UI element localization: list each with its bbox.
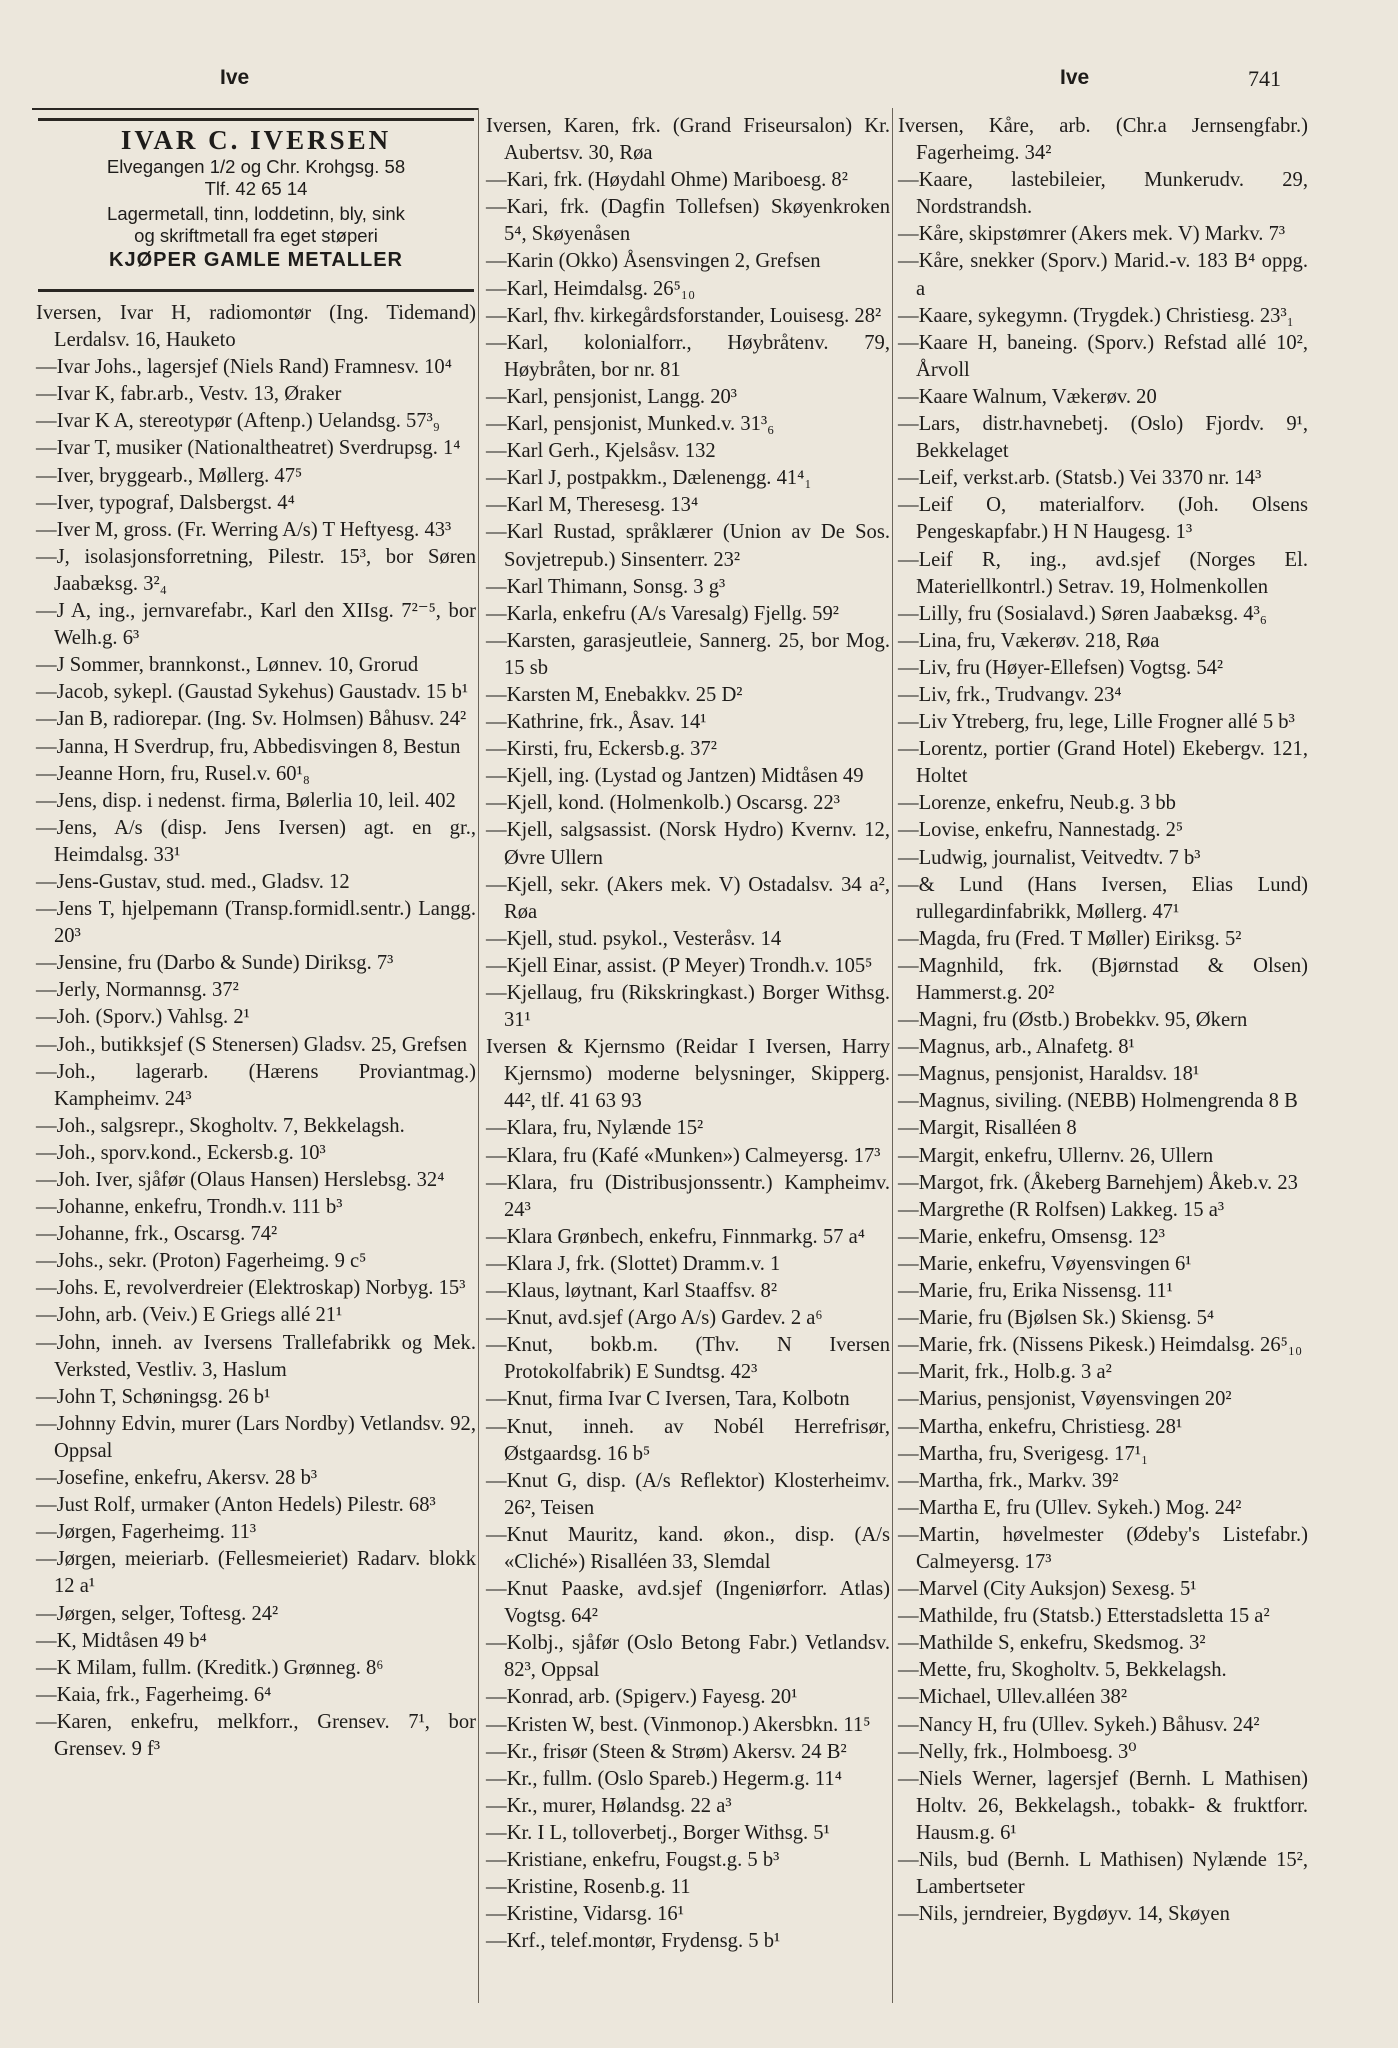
directory-entry: —Nelly, frk., Holmboesg. 3⁰ <box>898 1740 1137 1763</box>
directory-entry: —Marie, fru (Bjølsen Sk.) Skiensg. 5⁴ <box>898 1307 1215 1330</box>
directory-entry: —Karin (Okko) Åsensvingen 2, Grefsen <box>486 250 821 273</box>
directory-entry: —Kr., frisør (Steen & Strøm) Akersv. 24 B² <box>486 1740 847 1763</box>
directory-entry: —Klara, fru (Kafé «Munken») Calmeyersg. 17³ <box>486 1144 881 1167</box>
directory-entry: —Knut Mauritz, kand. økon., disp. (A/s «Cliché») Risalléen 33, Slemdal <box>486 1523 890 1573</box>
directory-entry: —Kristine, Rosenb.g. 11 <box>486 1876 691 1899</box>
directory-entry: —Martha, fru, Sverigesg. 17¹₁ <box>898 1442 1149 1465</box>
directory-entry: —Kjell, salgsassist. (Norsk Hydro) Kvernv. 12, Øvre Ullern <box>486 819 890 869</box>
directory-entry: —Karl, kolonialforr., Høybråtenv. 79, Høybråten, bor nr. 81 <box>486 331 890 381</box>
advertisement-box <box>38 118 474 292</box>
advert-title: IVAR C. IVERSEN <box>120 125 392 155</box>
directory-entry: —Marit, frk., Holb.g. 3 a² <box>898 1361 1112 1384</box>
directory-entry: —Jensine, fru (Darbo & Sunde) Diriksg. 7³ <box>36 952 394 975</box>
directory-entry: —Kaare, sykegymn. (Trygdek.) Christiesg. 23³₁ <box>898 304 1294 327</box>
directory-entry: Iversen & Kjernsmo (Reidar I Iversen, Harry Kjernsmo) moderne belysninger, Skipperg. 44², tlf. 41 63 93 <box>486 1036 890 1113</box>
advert-products-1: Lagermetall, tinn, loddetinn, bly, sink <box>107 203 405 224</box>
directory-entry: —Johs. E, revolverdreier (Elektroskap) Norbyg. 15³ <box>36 1277 466 1300</box>
directory-entry: —Joh., salgsrepr., Skogholtv. 7, Bekkelagsh. <box>36 1114 405 1137</box>
page-number: 741 <box>1248 66 1281 91</box>
directory-entry: —Marvel (City Auksjon) Sexesg. 5¹ <box>898 1578 1197 1601</box>
directory-entry: —Jeanne Horn, fru, Rusel.v. 60¹₈ <box>36 762 310 785</box>
directory-entry: —Nancy H, fru (Ullev. Sykeh.) Båhusv. 24² <box>898 1713 1260 1736</box>
directory-entry: —Martin, høvelmester (Ødeby's Listefabr.) Calmeyersg. 17³ <box>898 1523 1308 1573</box>
directory-entry: —Josefine, enkefru, Akersv. 28 b³ <box>36 1467 318 1490</box>
directory-entry: —Joh., sporv.kond., Eckersb.g. 10³ <box>36 1141 326 1164</box>
directory-entry: —Jens, A/s (disp. Jens Iversen) agt. en gr., Heimdalsg. 33¹ <box>36 816 476 866</box>
directory-entry: —Karla, enkefru (A/s Varesalg) Fjellg. 59² <box>486 602 839 625</box>
directory-entry: —Lina, fru, Vækerøv. 218, Røa <box>898 629 1160 652</box>
column-divider-1 <box>478 108 479 2003</box>
directory-entry: —Ludwig, journalist, Veitvedtv. 7 b³ <box>898 846 1201 869</box>
directory-entry: —Kjell, ing. (Lystad og Jantzen) Midtåsen 49 <box>486 765 864 788</box>
directory-entry: —John T, Schøningsg. 26 b¹ <box>36 1385 271 1408</box>
advert-slogan: KJØPER GAMLE METALLER <box>109 249 403 271</box>
directory-entry: —Jens-Gustav, stud. med., Gladsv. 12 <box>36 870 350 893</box>
directory-entry: —Konrad, arb. (Spigerv.) Fayesg. 20¹ <box>486 1686 798 1709</box>
directory-entry: —Liv Ytreberg, fru, lege, Lille Frogner allé 5 b³ <box>898 711 1295 734</box>
directory-entry: —Magnhild, frk. (Bjørnstad & Olsen) Hammerst.g. 20² <box>898 954 1308 1004</box>
directory-entry: —Just Rolf, urmaker (Anton Hedels) Pilestr. 68³ <box>36 1494 436 1517</box>
directory-entry: —Kr., murer, Hølandsg. 22 a³ <box>486 1794 732 1817</box>
directory-entry: —Klara J, frk. (Slottet) Dramm.v. 1 <box>486 1252 781 1275</box>
directory-entry: Iversen, Kåre, arb. (Chr.a Jernsengfabr.) Fagerheimg. 34² <box>898 115 1308 165</box>
directory-entry: —Kr. I L, tolloverbetj., Borger Withsg. 5¹ <box>486 1821 830 1844</box>
directory-entry: —Iver, bryggearb., Møllerg. 47⁵ <box>36 464 303 487</box>
directory-entry: —Joh., lagerarb. (Hærens Proviantmag.) Kampheimv. 24³ <box>36 1060 476 1110</box>
directory-entry: —Margrethe (R Rolfsen) Lakkeg. 15 a³ <box>898 1198 1225 1221</box>
directory-entry: —Karen, enkefru, melkforr., Grensev. 7¹, bor Grensev. 9 f³ <box>36 1710 476 1760</box>
directory-entry: —Nils, bud (Bernh. L Mathisen) Nylænde 15², Lambertseter <box>898 1849 1308 1899</box>
directory-entry: —Nils, jerndreier, Bygdøyv. 14, Skøyen <box>898 1903 1230 1926</box>
directory-entry: —Karl J, postpakkm., Dælenengg. 41⁴₁ <box>486 467 812 490</box>
directory-entry: —Marie, enkefru, Omsensg. 12³ <box>898 1225 1165 1248</box>
directory-entry: —John, arb. (Veiv.) E Griegs allé 21¹ <box>36 1304 343 1327</box>
directory-entry: —Johs., sekr. (Proton) Fagerheimg. 9 c⁵ <box>36 1250 367 1273</box>
directory-entry: —Krf., telef.montør, Frydensg. 5 b¹ <box>486 1930 781 1953</box>
directory-entry: —Kaare H, baneing. (Sporv.) Refstad allé 10², Årvoll <box>898 331 1308 381</box>
directory-entry: —Klara, fru (Distribusjonssentr.) Kampheimv. 24³ <box>486 1171 890 1221</box>
directory-entry: —Jacob, sykepl. (Gaustad Sykehus) Gaustadv. 15 b¹ <box>36 681 469 704</box>
directory-entry: —Leif O, materialforv. (Joh. Olsens Pengeskapfabr.) H N Haugesg. 1³ <box>898 494 1308 544</box>
column-3 <box>898 113 1308 1928</box>
directory-entry: —Kåre, skipstømrer (Akers mek. V) Markv. 7³ <box>898 223 1286 246</box>
directory-entry: —Kristiane, enkefru, Fougst.g. 5 b³ <box>486 1849 780 1871</box>
directory-entry: —Kjellaug, fru (Rikskringkast.) Borger Withsg. 31¹ <box>486 982 890 1032</box>
directory-entry: —Karsten M, Enebakkv. 25 D² <box>486 683 743 706</box>
directory-entry: —Jørgen, selger, Toftesg. 24² <box>36 1602 279 1625</box>
directory-entry: —Margot, frk. (Åkeberg Barnehjem) Åkeb.v. 23 <box>898 1171 1298 1194</box>
directory-entry: —Jens T, hjelpemann (Transp.formidl.sentr.) Langg. 20³ <box>36 898 476 948</box>
directory-entry: —Marius, pensjonist, Vøyensvingen 20² <box>898 1388 1232 1411</box>
directory-entry: —Lorentz, portier (Grand Hotel) Ekebergv. 121, Holtet <box>898 738 1308 788</box>
directory-entry: —Klaus, løytnant, Karl Staaffsv. 8² <box>486 1280 778 1303</box>
running-head-left: Ive <box>220 66 250 89</box>
directory-entry: —Kirsti, fru, Eckersb.g. 37² <box>486 738 717 761</box>
directory-entry: —Jørgen, meieriarb. (Fellesmeieriet) Radarv. blokk 12 a¹ <box>36 1548 476 1598</box>
running-head-right: Ive <box>1060 66 1090 89</box>
directory-entry: —Liv, frk., Trudvangv. 23⁴ <box>898 683 1122 706</box>
directory-entry: —Kari, frk. (Dagfin Tollefsen) Skøyenkroken 5⁴, Skøyenåsen <box>486 196 890 246</box>
directory-entry: —Marie, enkefru, Vøyensvingen 6¹ <box>898 1252 1192 1275</box>
directory-entry: —Janna, H Sverdrup, fru, Abbedisvingen 8, Bestun <box>36 735 461 758</box>
directory-entry: —Klara Grønbech, enkefru, Finnmarkg. 57 a⁴ <box>486 1225 865 1248</box>
directory-entry: —Magni, fru (Østb.) Brobekkv. 95, Økern <box>898 1009 1248 1032</box>
directory-entry: —Mathilde S, enkefru, Skedsmog. 3² <box>898 1632 1206 1655</box>
column-2 <box>486 113 890 1955</box>
directory-entry: —Knut Paaske, avd.sjef (Ingeniørforr. Atlas) Vogtsg. 64² <box>486 1578 890 1628</box>
directory-entry: —Knut, inneh. av Nobél Herrefrisør, Østgaardsg. 16 b⁵ <box>486 1415 890 1465</box>
directory-entry: —John, inneh. av Iversens Trallefabrikk og Mek. Verksted, Vestliv. 3, Haslum <box>36 1331 476 1381</box>
directory-entry: —Karl, pensjonist, Munked.v. 31³₆ <box>486 413 775 436</box>
directory-entry: —Knut G, disp. (A/s Reflektor) Klosterheimv. 26², Teisen <box>486 1469 890 1519</box>
directory-entry: —Ivar K, fabr.arb., Vestv. 13, Øraker <box>36 383 342 406</box>
directory-entry: —Martha E, fru (Ullev. Sykeh.) Mog. 24² <box>898 1496 1242 1519</box>
directory-entry: —Kjell, kond. (Holmenkolb.) Oscarsg. 22³ <box>486 792 840 815</box>
directory-entry: —Mette, fru, Skogholtv. 5, Bekkelagsh. <box>898 1659 1227 1682</box>
advert-address: Elvegangen 1/2 og Chr. Krohgsg. 58 <box>106 156 406 177</box>
directory-entry: —Johnny Edvin, murer (Lars Nordby) Vetlandsv. 92, Oppsal <box>36 1412 476 1462</box>
directory-entry: —Kristine, Vidarsg. 16¹ <box>486 1903 684 1926</box>
directory-entry: —Jørgen, Fagerheimg. 11³ <box>36 1521 257 1544</box>
directory-entry: —Iver M, gross. (Fr. Werring A/s) T Heftyesg. 43³ <box>36 518 452 541</box>
directory-entry: —Kr., fullm. (Oslo Spareb.) Hegerm.g. 11⁴ <box>486 1767 842 1790</box>
directory-entry: —Marie, fru, Erika Nissensg. 11¹ <box>898 1280 1173 1303</box>
directory-entry: —Karl, pensjonist, Langg. 20³ <box>486 385 737 408</box>
directory-entry: —Lorenze, enkefru, Neub.g. 3 bb <box>898 792 1176 815</box>
directory-entry: —Kjell, sekr. (Akers mek. V) Ostadalsv. 34 a², Røa <box>486 873 890 923</box>
directory-entry: —Knut, firma Ivar C Iversen, Tara, Kolbotn <box>486 1388 850 1411</box>
directory-entry: —Magda, fru (Fred. T Møller) Eiriksg. 5² <box>898 927 1242 950</box>
directory-entry: —Magnus, pensjonist, Haraldsv. 18¹ <box>898 1063 1200 1086</box>
column-divider-2 <box>892 108 893 2003</box>
directory-entry: —Kåre, snekker (Sporv.) Marid.-v. 183 B⁴ oppg. a <box>898 250 1308 300</box>
directory-entry: —J A, ing., jernvarefabr., Karl den XIIsg. 7²⁻⁵, bor Welh.g. 6³ <box>36 600 476 650</box>
directory-entry: —Magnus, arb., Alnafetg. 8¹ <box>898 1036 1135 1059</box>
directory-entry: —Kari, frk. (Høydahl Ohme) Mariboesg. 8² <box>486 169 848 192</box>
directory-entry: —Karl Rustad, språklærer (Union av De Sos. Sovjetrepub.) Sinsenterr. 23² <box>486 521 890 571</box>
directory-entry: —Liv, fru (Høyer-Ellefsen) Vogtsg. 54² <box>898 656 1224 679</box>
directory-entry: —Lilly, fru (Sosialavd.) Søren Jaabæksg. 4³₆ <box>898 602 1267 625</box>
directory-entry: —J Sommer, brannkonst., Lønnev. 10, Grorud <box>36 654 419 677</box>
directory-entry: —Lars, distr.havnebetj. (Oslo) Fjordv. 9¹, Bekkelaget <box>898 413 1308 463</box>
directory-entry: —Kjell, stud. psykol., Vesteråsv. 14 <box>486 927 782 950</box>
directory-entry: —Knut, bokb.m. (Thv. N Iversen Protokolfabrik) E Sundtsg. 42³ <box>486 1334 890 1384</box>
directory-entry: —Karl Gerh., Kjelsåsv. 132 <box>486 440 716 463</box>
directory-entry: —& Lund (Hans Iversen, Elias Lund) rullegardinfabrikk, Møllerg. 47¹ <box>898 873 1308 923</box>
directory-entry: —Kaia, frk., Fagerheimg. 6⁴ <box>36 1683 272 1706</box>
directory-entry: —Joh., butikksjef (S Stenersen) Gladsv. 25, Grefsen <box>36 1033 468 1056</box>
directory-entry: —Jan B, radiorepar. (Ing. Sv. Holmsen) Båhusv. 24² <box>36 708 467 731</box>
directory-entry: —Margit, enkefru, Ullernv. 26, Ullern <box>898 1144 1214 1167</box>
directory-entry: Iversen, Karen, frk. (Grand Friseursalon) Kr. Aubertsv. 30, Røa <box>486 115 890 165</box>
directory-entry: —J, isolasjonsforretning, Pilestr. 15³, bor Søren Jaabæksg. 3²₄ <box>36 545 476 595</box>
directory-entry: Iversen, Ivar H, radiomontør (Ing. Tidemand) Lerdalsv. 16, Hauketo <box>36 302 476 352</box>
directory-entry: —Johanne, frk., Oscarsg. 74² <box>36 1223 278 1246</box>
directory-entry: —Kolbj., sjåfør (Oslo Betong Fabr.) Vetlandsv. 82³, Oppsal <box>486 1632 890 1682</box>
directory-entry: —Leif, verkst.arb. (Statsb.) Vei 3370 nr. 14³ <box>898 467 1262 490</box>
directory-entry: —Mathilde, fru (Statsb.) Etterstadsletta 15 a² <box>898 1605 1270 1628</box>
directory-entry: —Kristen W, best. (Vinmonop.) Akersbkn. 11⁵ <box>486 1713 871 1736</box>
directory-entry: —Karl Thimann, Sonsg. 3 g³ <box>486 575 726 598</box>
directory-entry: —Ivar T, musiker (Nationaltheatret) Sverdrupsg. 1⁴ <box>36 437 461 460</box>
directory-entry: —Kathrine, frk., Åsav. 14¹ <box>486 711 707 734</box>
directory-entry: —Magnus, siviling. (NEBB) Holmengrenda 8 B <box>898 1090 1298 1113</box>
advert-products-2: og skriftmetall fra eget støperi <box>134 225 378 246</box>
directory-entry: —Karl, fhv. kirkegårdsforstander, Louisesg. 28² <box>486 304 882 327</box>
directory-entry: —Jens, disp. i nedenst. firma, Bølerlia 10, leil. 402 <box>36 789 456 812</box>
directory-entry: —Jerly, Normannsg. 37² <box>36 979 239 1002</box>
directory-entry: —Martha, frk., Markv. 39² <box>898 1469 1119 1492</box>
directory-entry: —Kaare Walnum, Vækerøv. 20 <box>898 385 1157 408</box>
directory-entry: —Ivar Johs., lagersjef (Niels Rand) Framnesv. 10⁴ <box>36 356 452 379</box>
directory-entry: —Ivar K A, stereotypør (Aftenp.) Uelandsg. 57³₉ <box>36 410 440 433</box>
directory-entry: —Michael, Ullev.alléen 38² <box>898 1686 1128 1709</box>
directory-entry: —Klara, fru, Nylænde 15² <box>486 1117 704 1140</box>
directory-entry: —Leif R, ing., avd.sjef (Norges El. Materiellkontrl.) Setrav. 19, Holmenkollen <box>898 548 1308 598</box>
advert-phone: Tlf. 42 65 14 <box>204 178 308 199</box>
directory-entry: —Martha, enkefru, Christiesg. 28¹ <box>898 1415 1183 1438</box>
directory-entry: —Lovise, enkefru, Nannestadg. 2⁵ <box>898 819 1184 842</box>
directory-entry: —Kaare, lastebileier, Munkerudv. 29, Nordstrandsh. <box>898 169 1308 219</box>
directory-entry: —Marie, frk. (Nissens Pikesk.) Heimdalsg. 26⁵₁₀ <box>898 1334 1303 1357</box>
directory-entry: —Niels Werner, lagersjef (Bernh. L Mathisen) Holtv. 26, Bekkelagsh., tobakk- & fruktforr. Hausm.g. 6¹ <box>898 1767 1308 1844</box>
directory-entry: —K, Midtåsen 49 b⁴ <box>36 1629 207 1652</box>
directory-entry: —Johanne, enkefru, Trondh.v. 111 b³ <box>36 1196 343 1219</box>
directory-entry: —Joh. (Sporv.) Vahlsg. 2¹ <box>36 1006 250 1029</box>
directory-entry: —Margit, Risalléen 8 <box>898 1117 1077 1140</box>
header-rule <box>32 108 478 110</box>
directory-entry: —Karl M, Theresesg. 13⁴ <box>486 494 699 517</box>
directory-entry: —K Milam, fullm. (Kreditk.) Grønneg. 8⁶ <box>36 1656 384 1679</box>
directory-entry: —Kjell Einar, assist. (P Meyer) Trondh.v. 105⁵ <box>486 954 873 977</box>
directory-entry: —Iver, typograf, Dalsbergst. 4⁴ <box>36 491 295 514</box>
column-1 <box>36 300 476 1763</box>
directory-entry: —Karsten, garasjeutleie, Sannerg. 25, bor Mog. 15 sb <box>486 629 890 679</box>
directory-entry: —Knut, avd.sjef (Argo A/s) Gardev. 2 a⁶ <box>486 1307 823 1330</box>
directory-entry: —Karl, Heimdalsg. 26⁵₁₀ <box>486 277 696 300</box>
directory-entry: —Joh. Iver, sjåfør (Olaus Hansen) Herslebsg. 32⁴ <box>36 1169 445 1191</box>
